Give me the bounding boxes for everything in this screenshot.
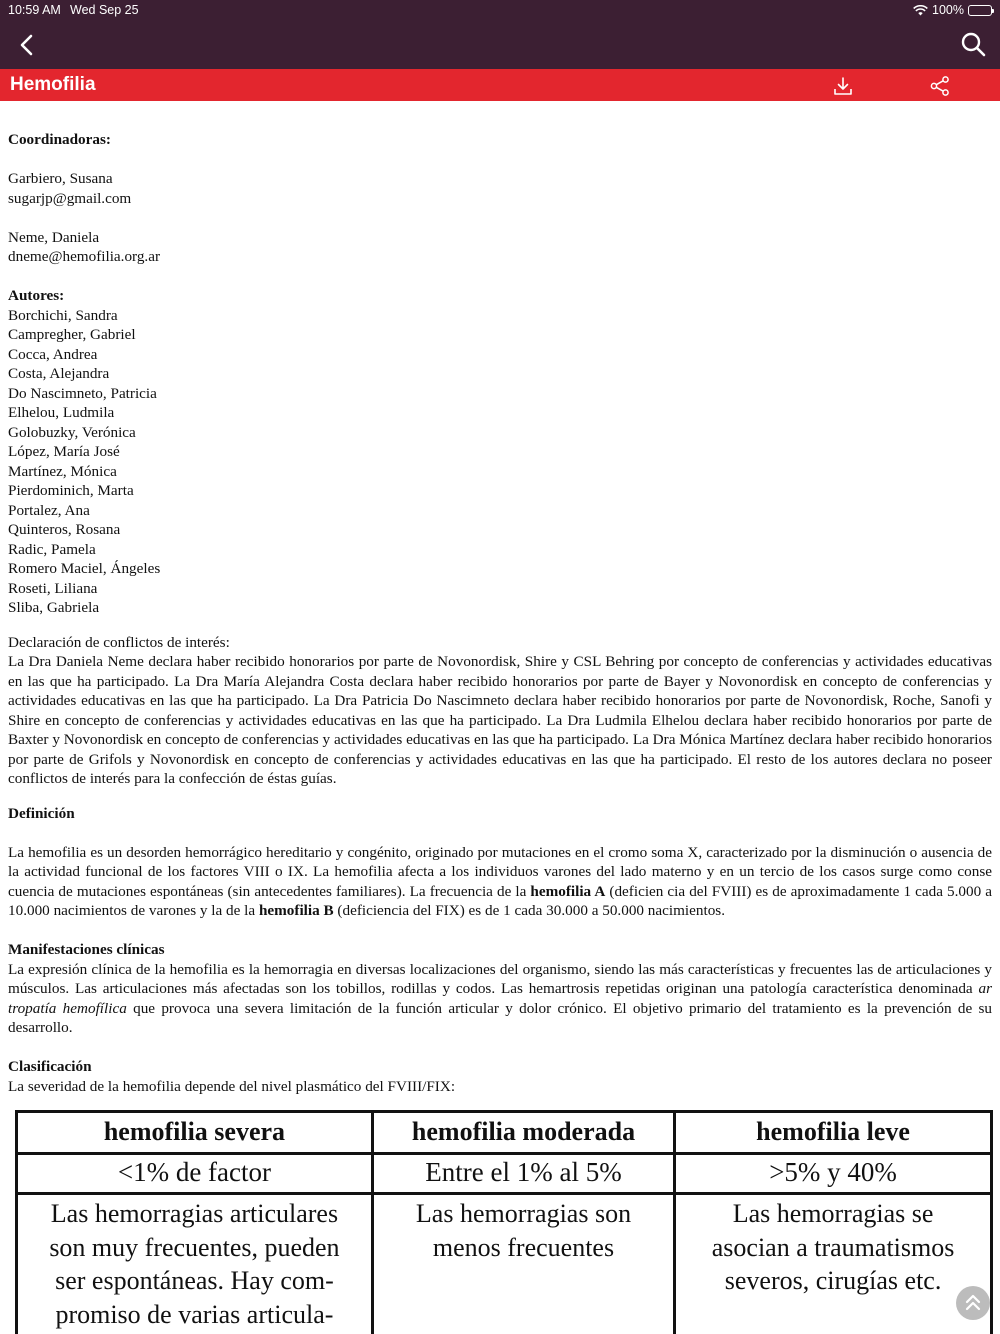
coordinator-email: dneme@hemofilia.org.ar <box>8 248 161 265</box>
status-date: Wed Sep 25 <box>70 3 139 17</box>
cell-line: Las hemorragias son <box>415 1199 632 1228</box>
hemofilia-a-term: hemofilia A <box>530 882 606 900</box>
coordinator-name: Garbiero, Susana <box>8 170 113 187</box>
table-cell: >5% y 40% <box>675 1154 992 1194</box>
search-icon[interactable] <box>958 29 988 59</box>
definition-text: (deficien cia del FVIII) es de aproximadamente 1 cada 5.000 a 10.000 nacimientos de varones y la de la <box>8 882 992 919</box>
table-cell: Entre el 1% al 5% <box>372 1154 674 1194</box>
double-chevron-up-icon[interactable] <box>956 1286 990 1320</box>
cell-line: asocian a traumatismos <box>711 1232 955 1262</box>
share-icon[interactable] <box>929 75 951 97</box>
table-cell <box>17 1194 373 1334</box>
author-item: Borchichi, Sandra <box>8 306 118 324</box>
coordinator-name: Neme, Daniela <box>8 228 100 246</box>
authors-heading: Autores: <box>8 287 65 304</box>
classification-table <box>15 1110 993 1334</box>
table-header: hemofilia moderada <box>372 1112 674 1154</box>
hemofilia-b-term: hemofilia B <box>258 902 334 919</box>
title-bar <box>0 69 1000 101</box>
manifestations-heading: Manifestaciones clínicas <box>8 941 165 958</box>
table-header: hemofilia severa <box>17 1112 373 1154</box>
author-item: Romero Maciel, Ángeles <box>8 560 161 577</box>
classification-heading: Clasificación <box>8 1058 92 1075</box>
artropatia-term: ar tropatía hemofílica <box>8 980 992 1017</box>
table-row <box>17 1154 992 1194</box>
nav-bar <box>0 20 1000 69</box>
author-item: Radic, Pamela <box>8 540 96 558</box>
author-item: Costa, Alejandra <box>8 365 110 382</box>
author-item: Do Nascimneto, Patricia <box>8 384 157 402</box>
table-row <box>17 1194 992 1334</box>
coordinators-heading: Coordinadoras: <box>8 131 111 148</box>
author-item: López, María José <box>8 443 120 460</box>
author-item: Elhelou, Ludmila <box>8 404 115 421</box>
cell-line: severos, cirugías etc. <box>724 1266 942 1295</box>
status-bar <box>0 0 1000 20</box>
cell-line: son muy frecuentes, pueden <box>49 1232 340 1262</box>
definition-text: La hemofilia es un desorden hemorrágico hereditario y congénito, originado por mutaciones en el cromo soma X, caracterizado por la disminución o ausencia de la actividad funcional de los factores VIII o IX. La hemofilia afecta a los individuos varones del lado materno y en un tercio de los casos surge como conse cuencia de mutaciones espontáneas (sin antecedentes familiares). La frecuencia de la <box>8 843 992 900</box>
author-item: Portalez, Ana <box>8 501 90 519</box>
conflicts-paragraph: La Dra Daniela Neme declara haber recibido honorarios por parte de Novonordisk, Shire y CSL Behring por concepto de conferencias y actividades educativas en las que ha participado. La Dra María Alejandra Costa declara haber recibido honorarios por parte de Bayer y Novonordisk en concepto de conferencias y actividades educativas en las que ha participado. La Dra Patricia Do Nascimneto declara haber recibido honorarios por parte de Novonordisk, Roche, Sanofi y Shire en concepto de conferencias y actividades educativas en las que ha participado. La Dra Ludmila Elhelou declara haber recibido honorarios por parte de Baxter y Novonordisk en concepto de conferencias y actividades educativas en las que ha participado. La Dra Mónica Martínez declara haber recibido honorarios por parte de Grifols y Novonordisk en concepto de conferencias y actividades educativas en las que ha participado. El resto de los autores declara no poseer conflictos de interés para la confección de éstas guías. <box>8 653 992 787</box>
author-item: Cocca, Andrea <box>8 345 98 363</box>
table-header-row <box>17 1112 992 1154</box>
classification-intro: La severidad de la hemofilia depende del nivel plasmático del FVIII/FIX: <box>8 1077 456 1095</box>
cell-line: Las hemorragias se <box>732 1199 934 1228</box>
chevron-left-icon[interactable] <box>12 30 42 60</box>
author-item: Golobuzky, Verónica <box>8 423 136 441</box>
manifestations-paragraph <box>8 960 992 1038</box>
download-icon[interactable] <box>832 75 854 97</box>
definition-heading: Definición <box>8 804 75 822</box>
table-header: hemofilia leve <box>675 1112 992 1154</box>
table-cell: <1% de factor <box>17 1154 373 1194</box>
author-item: Pierdominich, Marta <box>8 482 134 499</box>
authors-list <box>8 306 992 618</box>
wifi-icon <box>913 5 928 16</box>
cell-line: promiso de varias articula- <box>55 1299 334 1329</box>
status-right <box>913 3 992 17</box>
status-time: 10:59 AM <box>8 3 61 17</box>
manifestations-text: La expresión clínica de la hemofilia es la hemorragia en diversas localizaciones del organismo, siendo las más características y frecuentes las de articulaciones y músculos. Las articulaciones más afectadas son los tobillos, rodillas y codos. Las hemartrosis repetidas originan una patología característica denominada <box>8 960 992 997</box>
page-title: Hemofilia <box>10 74 96 95</box>
definition-paragraph <box>8 843 992 921</box>
battery-percent: 100% <box>932 3 964 17</box>
author-item: Roseti, Liliana <box>8 579 98 597</box>
author-item: Sliba, Gabriela <box>8 599 100 616</box>
conflicts-heading: Declaración de conflictos de interés: <box>8 633 230 651</box>
author-item: Martínez, Mónica <box>8 462 117 480</box>
cell-line: Las hemorragias articulares <box>50 1199 339 1228</box>
table-cell <box>372 1194 674 1334</box>
table-cell <box>675 1194 992 1334</box>
manifestations-text: que provoca una severa limitación de la función articular y dolor crónico. El objetivo primario del tratamiento es la prevención de su desarrollo. <box>8 999 993 1036</box>
author-item: Quinteros, Rosana <box>8 521 121 538</box>
battery-icon <box>968 5 992 16</box>
cell-line: menos frecuentes <box>432 1232 615 1262</box>
document-body <box>8 130 992 1096</box>
cell-line: ser espontáneas. Hay com- <box>55 1266 334 1295</box>
definition-text: (deficiencia del FIX) es de 1 cada 30.000 a 50.000 nacimientos. <box>337 902 725 919</box>
coordinator-email: sugarjp@gmail.com <box>8 189 132 207</box>
author-item: Campregher, Gabriel <box>8 326 136 343</box>
